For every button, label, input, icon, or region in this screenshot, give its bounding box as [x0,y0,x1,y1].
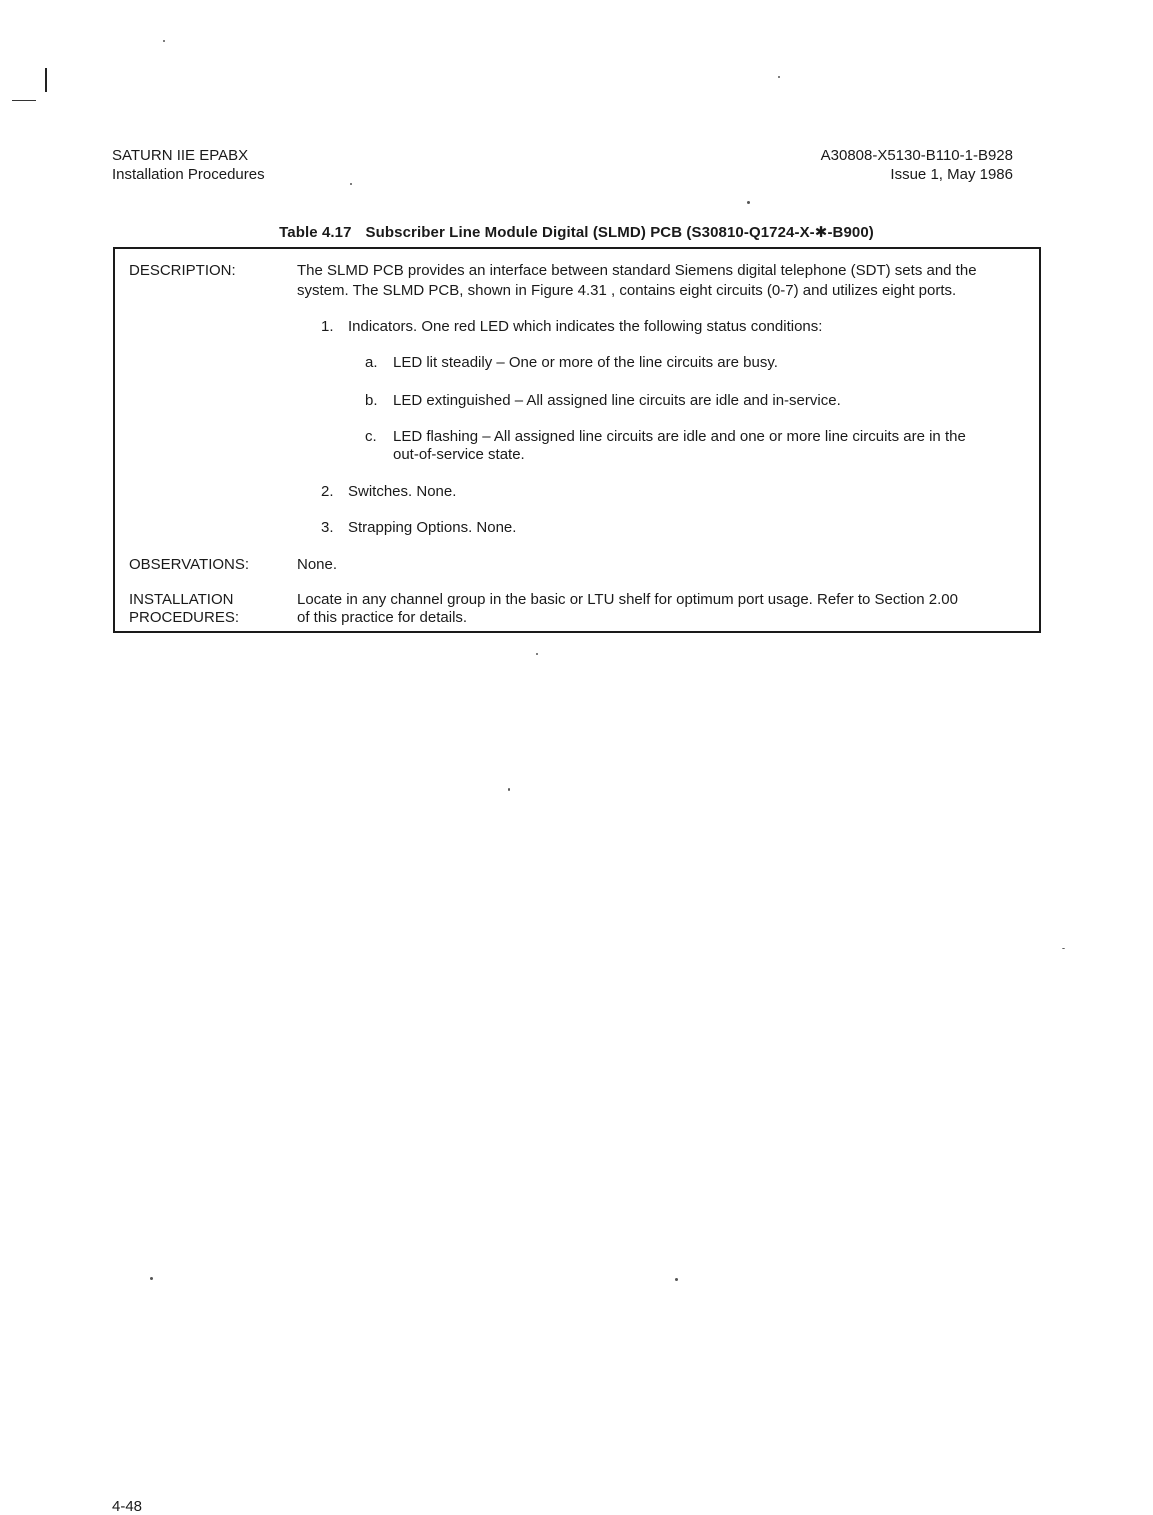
list-item-number: 2. [321,483,334,500]
installation-label [129,591,239,627]
scan-speck [1062,948,1065,949]
sub-list-item-text-line-1: LED flashing – All assigned line circuits are idle and one or more line circuits are in the [393,428,966,445]
installation-label-line-2: PROCEDURES: [129,609,240,626]
list-item-text: Indicators. One red LED which indicates the following status conditions: [348,318,823,335]
margin-mark [12,100,36,101]
product-name: SATURN IIE EPABX [112,147,249,164]
document-number: A30808-X5130-B110-1-B928 [820,147,1013,164]
list-item-text: Switches. None. [348,483,457,500]
scan-speck [675,1278,678,1281]
page-number: 4-48 [112,1498,143,1515]
sub-list-item-letter: a. [365,354,378,371]
list-item-text: Strapping Options. None. [348,519,517,536]
description-label: DESCRIPTION: [129,262,236,279]
installation-line-2: of this practice for details. [297,609,468,626]
scan-speck [778,76,780,78]
scan-speck [747,201,750,204]
observations-text: None. [297,556,338,573]
list-item-number: 1. [321,318,334,335]
description-line-1: The SLMD PCB provides an interface between standard Siemens digital telephone (SDT) sets and the [297,262,977,279]
sub-list-item-letter: c. [365,428,377,445]
table-caption [0,223,1153,241]
document-header-left [112,146,265,184]
sub-list-item-text: LED extinguished – All assigned line circuits are idle and in-service. [393,392,841,409]
sub-list-item-text [393,428,1025,464]
section-name: Installation Procedures [112,166,265,183]
scan-speck [508,788,510,791]
document-header-right [821,146,1013,184]
scan-speck [150,1277,153,1280]
table-title: Subscriber Line Module Digital (SLMD) PCB (S30810-Q1724-X-✱-B900) [365,224,874,241]
sub-list-item-letter: b. [365,392,378,409]
sub-list-item-text: LED lit steadily – One or more of the line circuits are busy. [393,354,778,371]
issue-date: Issue 1, May 1986 [890,166,1013,183]
observations-label: OBSERVATIONS: [129,556,250,573]
margin-mark [45,68,47,92]
description-line-2: system. The SLMD PCB, shown in Figure 4.31 , contains eight circuits (0-7) and utilizes eight ports. [297,282,957,299]
table-number: Table 4.17 [279,224,352,241]
sub-list-item-text-line-2: out-of-service state. [393,446,525,463]
table-box [113,247,1041,633]
installation-line-1: Locate in any channel group in the basic or LTU shelf for optimum port usage. Refer to Section 2.00 [297,591,958,608]
list-item-number: 3. [321,519,334,536]
scan-speck [536,653,538,655]
scan-speck [350,183,352,185]
installation-label-line-1: INSTALLATION [129,591,234,608]
scan-speck [163,40,165,42]
